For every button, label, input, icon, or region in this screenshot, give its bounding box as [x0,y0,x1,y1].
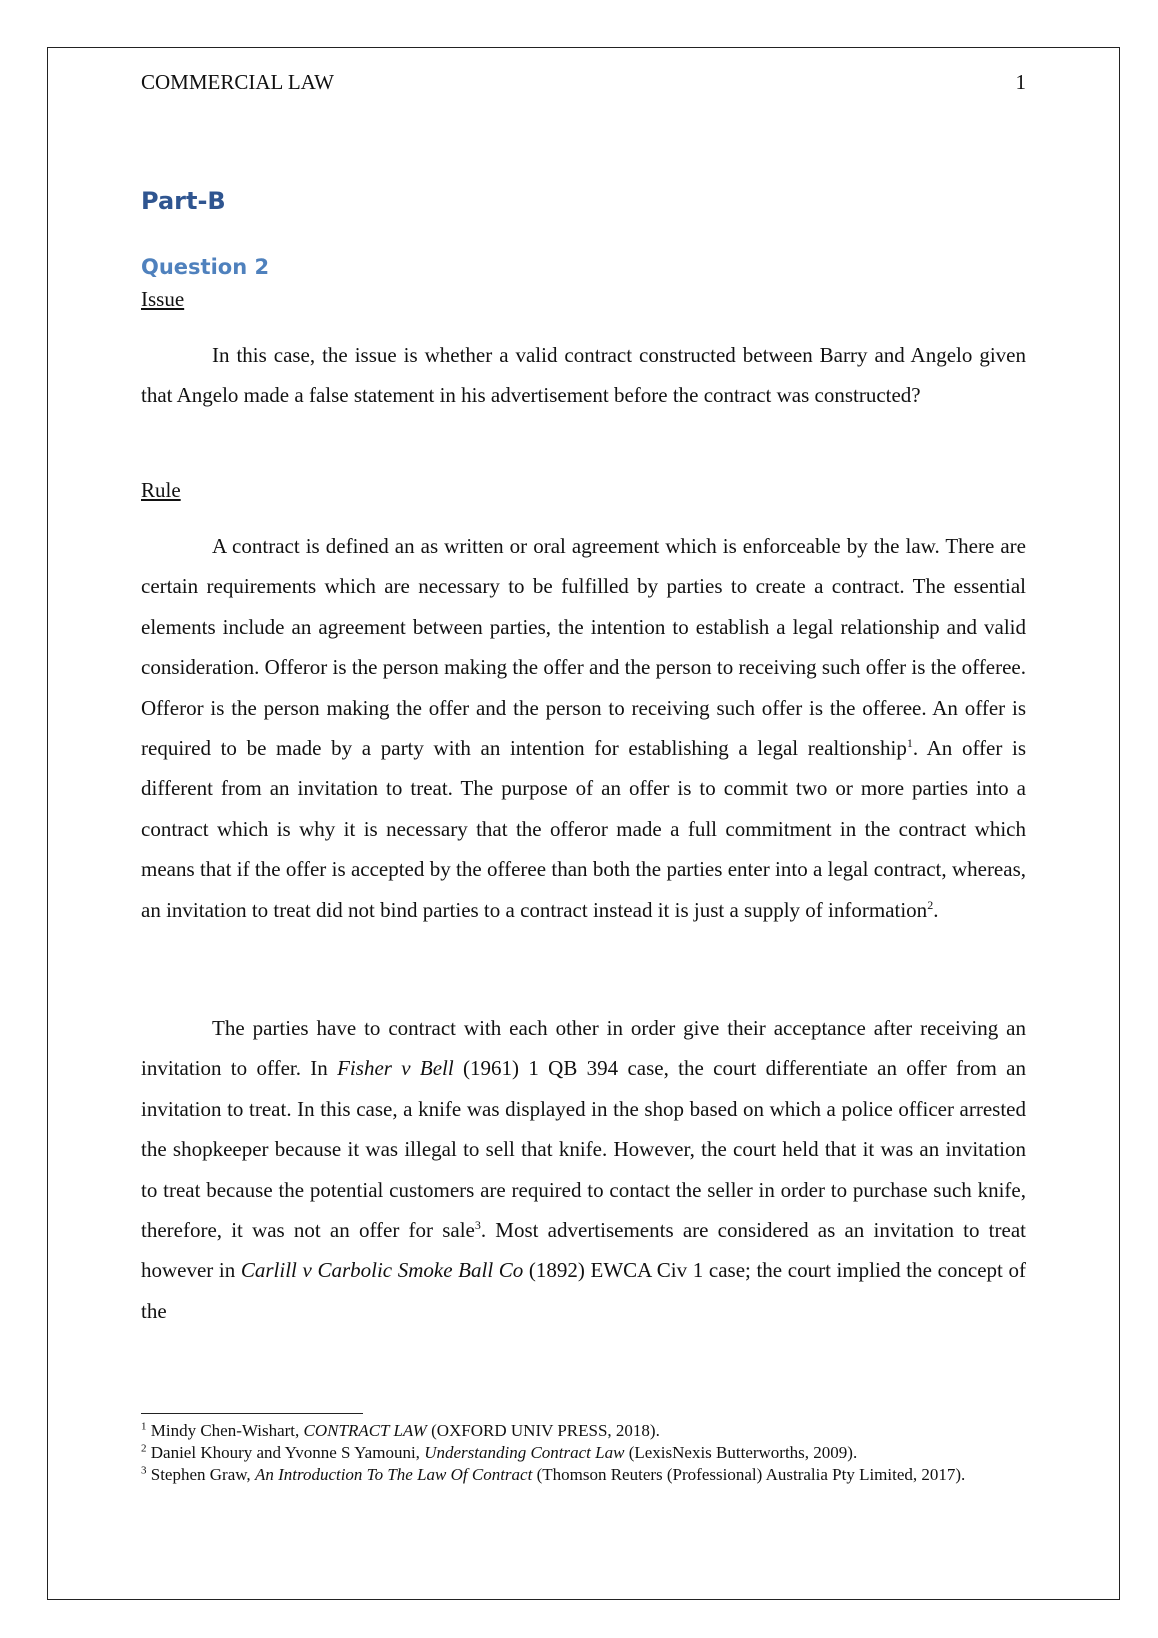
footnote-text: (OXFORD UNIV PRESS, 2018). [426,1421,660,1440]
footnote-ref-1: 1 [906,736,913,751]
footnote-title: Understanding Contract Law [424,1443,625,1462]
footnote-text: Daniel Khoury and Yvonne S Yamouni, [146,1443,425,1462]
footnote-2 [141,1442,1026,1464]
footnote-ref-3: 3 [474,1218,481,1233]
footnote-text: (LexisNexis Butterworths, 2009). [624,1443,858,1462]
rule-p1-text-b: . An offer is different from an invitation to treat. The purpose of an offer is to commit two or more parties into a contract which is why it is necessary that the offeror made a full commitment in the contract which means that if the offer is accepted by the offeree than both the parties enter into a legal contract, whereas, an invitation to treat did not bind parties to a contract instead it is just a supply of information [141,736,1027,922]
header-title: COMMERCIAL LAW [141,70,334,94]
footnote-text: Stephen Graw, [146,1465,255,1484]
footnotes [141,1420,1026,1486]
footnote-number: 3 [141,1464,147,1477]
page-number: 1 [1015,70,1026,94]
footnote-title: CONTRACT LAW [303,1421,427,1440]
footnote-number: 2 [141,1442,147,1455]
issue-paragraph: In this case, the issue is whether a valid contract constructed between Barry and Angelo given that Angelo made a false statement in his advertisement before the contract was constructed? [141,343,1026,408]
rule-p2-text-b: (1961) 1 QB 394 case, the court differentiate an offer from an invitation to treat. In this case, a knife was displayed in the shop based on which a police officer arrested the shopkeeper because it was illegal to sell that knife. However, the court held that it was an invitation to treat because the potential customers are required to contact the seller in order to purchase such knife, therefore, it was not an offer for sale [141,1056,1026,1243]
rule-label: Rule [141,478,181,502]
issue-label: Issue [141,287,185,311]
rule-paragraph-2 [141,1008,1026,1331]
footnote-text: (Thomson Reuters (Professional) Australia Pty Limited, 2017). [532,1465,966,1484]
footnote-separator [141,1413,363,1414]
rule-p2-text-c: . Most advertisements are considered as an invitation to treat however in [141,1218,1026,1283]
rule-p2-text-d: (1892) EWCA Civ 1 case; the court implied the concept of the [141,1258,1026,1323]
footnote-title: An Introduction To The Law Of Contract [254,1465,533,1484]
footnote-text: Mindy Chen-Wishart, [146,1421,304,1440]
case-name-fisher-v-bell: Fisher v Bell [337,1056,454,1081]
footnote-1 [141,1420,1026,1442]
rule-p1-text-c: . [933,897,939,922]
footnote-ref-2: 2 [927,897,934,912]
rule-p1-text-a: A contract is defined an as written or oral agreement which is enforceable by the law. There are certain requirements which are necessary to be fulfilled by parties to create a contract. The essential elements include an agreement between parties, the intention to establish a legal relationship and valid consideration. Offeror is the person making the offer and the person to receiving such offer is the offeree. Offeror is the person making the offer and the person to receiving such offer is the offeree. An offer is required to be made by a party with an intention for establishing a legal realtionship [141,534,1026,761]
rule-paragraph-1 [141,526,1026,930]
footnote-3 [141,1464,1026,1486]
footnote-number: 1 [141,1420,147,1433]
rule-p2-text-a: The parties have to contract with each other in order give their acceptance after receiving an invitation to offer. In [141,1016,1026,1081]
part-heading: Part-B [141,187,226,215]
question-heading: Question 2 [141,255,270,279]
case-name-carlill: Carlill v Carbolic Smoke Ball Co [240,1258,524,1283]
